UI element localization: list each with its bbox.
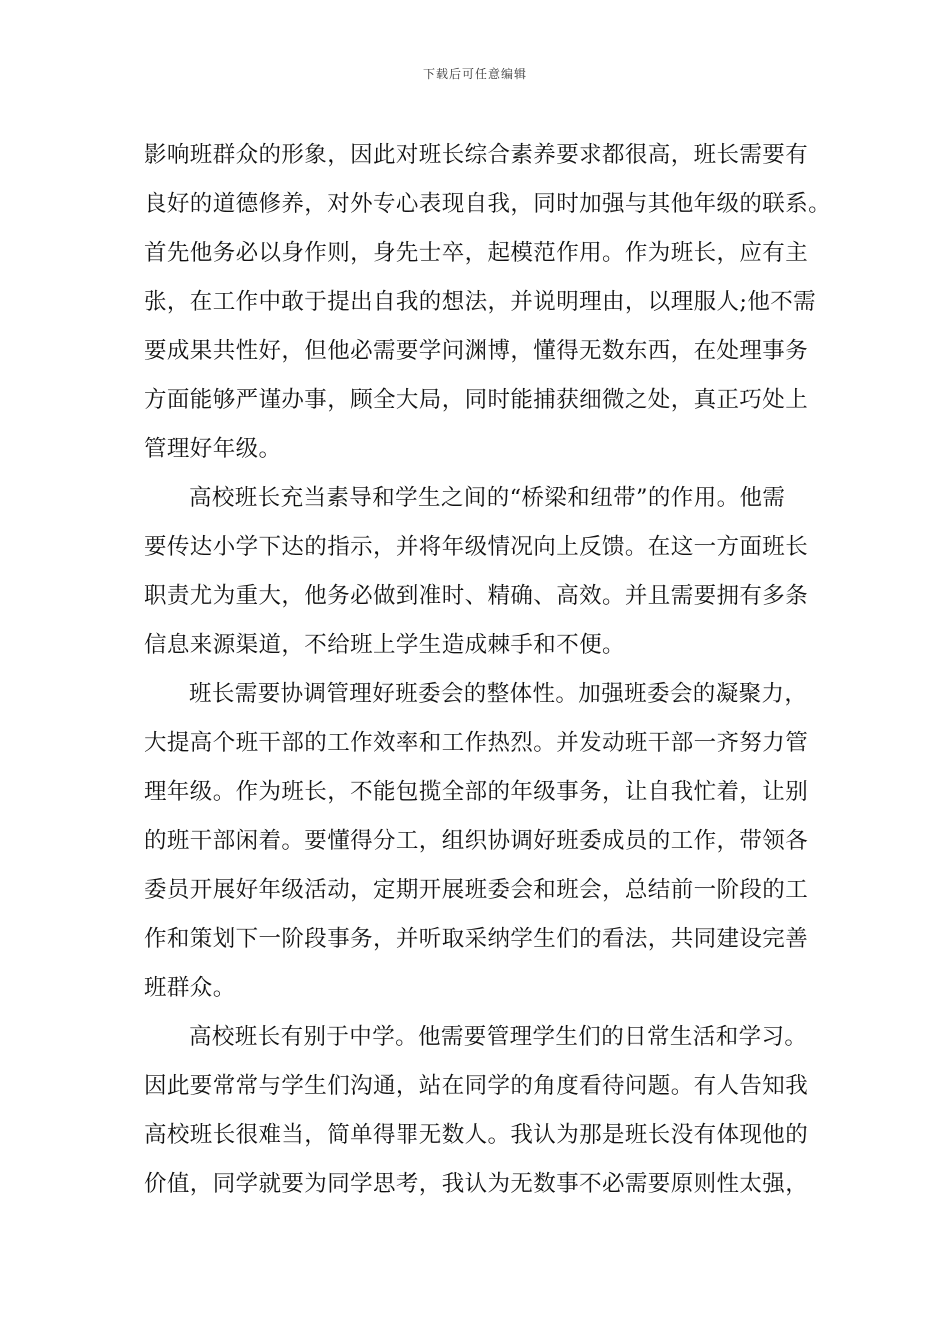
text-line: 价值，同学就要为同学思考，我认为无数事不必需要原则性太强， (144, 1171, 809, 1197)
paragraph-first-line: 高校班长有别于中学。他需要管理学生们的日常生活和学习。 (189, 1024, 808, 1050)
text-line: 信息来源渠道，不给班上学生造成棘手和不便。 (144, 632, 625, 658)
text-line: 影响班群众的形象，因此对班长综合素养要求都很高，班长需要有 (144, 142, 809, 168)
text-line: 委员开展好年级活动，定期开展班委会和班会，总结前一阶段的工 (144, 877, 809, 903)
text-line: 职责尤为重大，他务必做到准时、精确、高效。并且需要拥有多条 (144, 583, 809, 609)
text-line: 高校班长很难当，简单得罪无数人。我认为那是班长没有体现他的 (144, 1122, 809, 1148)
text-line: 良好的道德修养，对外专心表现自我，同时加强与其他年级的联系。 (144, 191, 832, 217)
text-line: 理年级。作为班长，不能包揽全部的年级事务，让自我忙着，让别 (144, 779, 809, 805)
text-line: 首先他务必以身作则，身先士卒，起模范作用。作为班长，应有主 (144, 240, 809, 266)
text-line: 因此要常常与学生们沟通，站在同学的角度看待问题。有人告知我 (144, 1073, 809, 1099)
paragraph-first-line: 高校班长充当素导和学生之间的“桥梁和纽带”的作用。他需 (189, 485, 786, 511)
text-line: 的班干部闲着。要懂得分工，组织协调好班委成员的工作，带领各 (144, 828, 809, 854)
text-line: 要传达小学下达的指示，并将年级情况向上反馈。在这一方面班长 (144, 534, 809, 560)
document-body (144, 131, 832, 1209)
text-line: 要成果共性好，但他必需要学问渊博，懂得无数东西，在处理事务 (144, 338, 809, 364)
text-line: 作和策划下一阶段事务，并听取采纳学生们的看法，共同建设完善 (144, 926, 809, 952)
text-line: 班群众。 (144, 975, 236, 1001)
text-line: 大提高个班干部的工作效率和工作热烈。并发动班干部一齐努力管 (144, 730, 809, 756)
text-line: 管理好年级。 (144, 436, 282, 462)
page-header: 下载后可任意编辑 (422, 67, 527, 81)
text-line: 方面能够严谨办事，顾全大局，同时能捕获细微之处，真正巧处上 (144, 387, 809, 413)
paragraph-first-line: 班长需要协调管理好班委会的整体性。加强班委会的凝聚力， (189, 681, 808, 707)
text-line: 张，在工作中敢于提出自我的想法，并说明理由，以理服人;他不需 (144, 289, 817, 315)
